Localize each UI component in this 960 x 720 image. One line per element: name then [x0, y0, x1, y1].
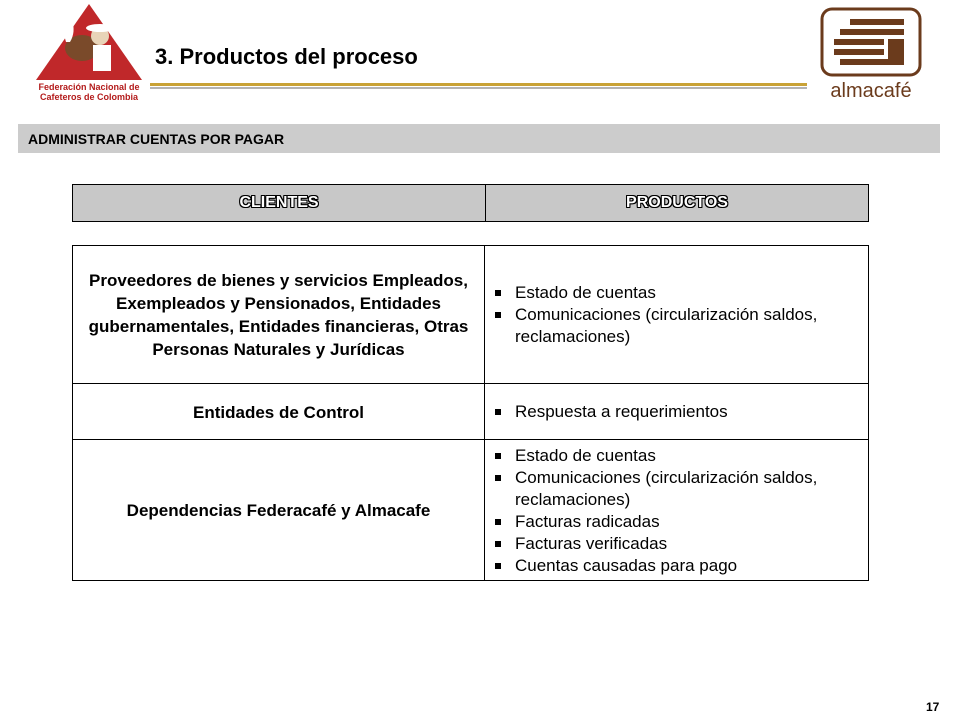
client-cell: Proveedores de bienes y servicios Empleados, Exempleados y Pensionados, Entidades gubernamentales, Entidades financieras, Otras Personas Naturales y Jurídicas	[73, 246, 485, 383]
table-row	[73, 246, 868, 383]
product-item: Estado de cuentas	[493, 445, 868, 467]
product-item: Comunicaciones (circularización saldos, reclamaciones)	[493, 467, 868, 511]
product-item: Estado de cuentas	[493, 282, 868, 304]
clients-products-table	[72, 245, 869, 581]
table-header	[72, 184, 869, 222]
section-label: ADMINISTRAR CUENTAS POR PAGAR	[28, 131, 285, 147]
product-item: Facturas radicadas	[493, 511, 868, 533]
federacion-line2: Cafeteros de Colombia	[39, 92, 139, 102]
federacion-line1: Federación Nacional de	[38, 82, 140, 92]
federacion-logo	[30, 2, 148, 102]
table-row	[73, 383, 868, 440]
products-cell	[485, 246, 868, 383]
almacafe-logo	[820, 7, 922, 104]
title-rule	[150, 83, 807, 89]
almacafe-wordmark: almacafé	[830, 80, 912, 102]
products-cell	[485, 440, 868, 581]
product-item: Comunicaciones (circularización saldos, reclamaciones)	[493, 304, 868, 348]
product-item: Respuesta a requerimientos	[493, 401, 868, 423]
products-cell	[485, 384, 868, 440]
page-title: 3. Productos del proceso	[155, 44, 418, 69]
product-item: Facturas verificadas	[493, 533, 868, 555]
page-number: 17	[926, 700, 940, 714]
section-bar	[18, 124, 940, 153]
table-row	[73, 439, 868, 581]
client-cell: Entidades de Control	[73, 384, 485, 440]
product-item: Cuentas causadas para pago	[493, 555, 868, 577]
client-cell: Dependencias Federacafé y Almacafe	[73, 440, 485, 581]
header-productos: PRODUCTOS	[626, 194, 728, 211]
header-clientes: CLIENTES	[73, 185, 486, 221]
